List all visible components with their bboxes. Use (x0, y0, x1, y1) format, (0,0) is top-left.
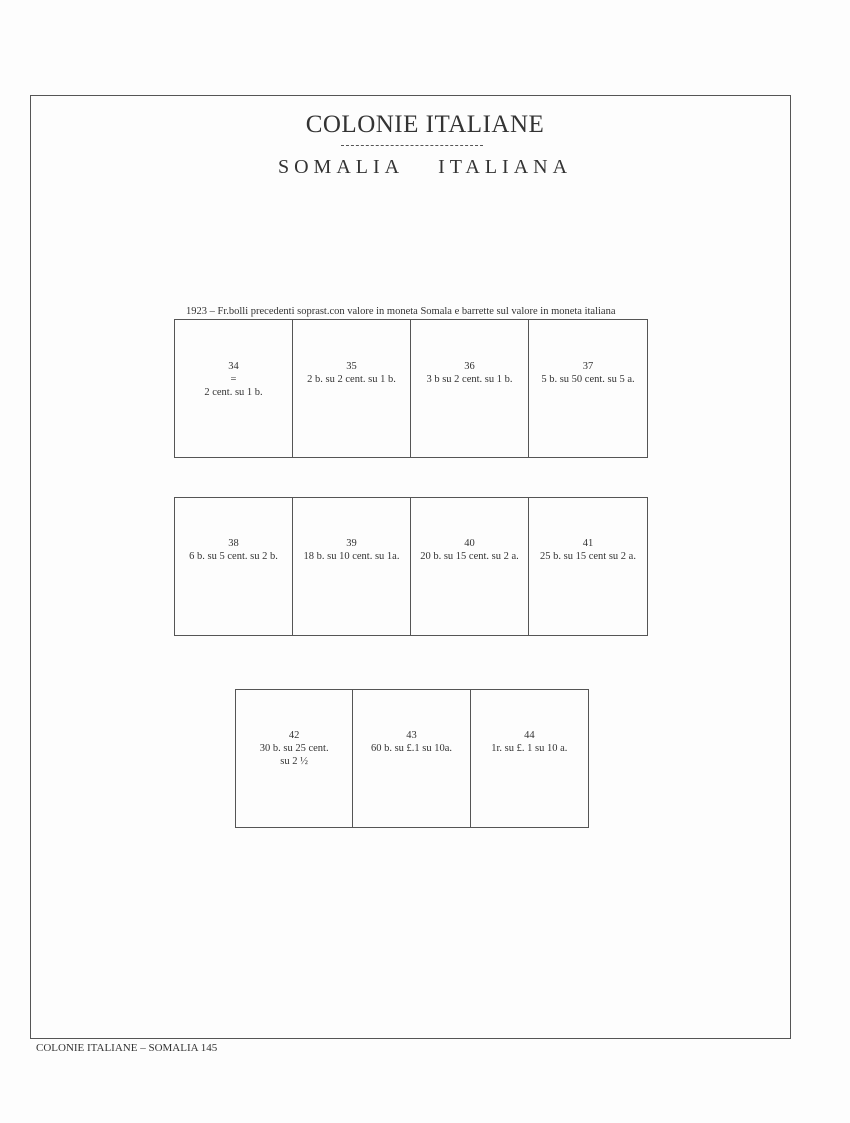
stamp-number: 35 (346, 361, 357, 372)
stamp-description: 6 b. su 5 cent. su 2 b. (189, 551, 278, 562)
stamp-number: 39 (346, 538, 357, 549)
stamp-description: 25 b. su 15 cent su 2 a. (540, 551, 636, 562)
stamp-box (411, 320, 529, 457)
stamp-description: 30 b. su 25 cent. (259, 743, 329, 754)
stamp-description: 18 b. su 10 cent. su 1a. (303, 551, 400, 562)
stamp-description: 3 b su 2 cent. su 1 b. (426, 374, 513, 385)
page-subtitle (0, 155, 850, 179)
subtitle-somalia: SOMALIA (277, 156, 405, 178)
stamp-number: 41 (582, 538, 594, 549)
series-caption: 1923 – Fr.bolli precedenti soprast.con valore in moneta Somala e barrette sul valore in moneta italiana (186, 306, 616, 317)
title-divider (341, 145, 483, 146)
stamp-description: su 2 ½ (280, 756, 309, 767)
stamp-box (411, 498, 529, 635)
stamp-description: 5 b. su 50 cent. su 5 a. (541, 374, 635, 385)
stamp-number: 37 (582, 361, 594, 372)
stamp-description: 2 cent. su 1 b. (204, 387, 263, 398)
stamp-box (529, 320, 647, 457)
stamp-box (175, 498, 293, 635)
stamp-description: 60 b. su £.1 su 10a. (370, 743, 453, 754)
stamp-number: 44 (524, 730, 535, 741)
subtitle-italiana: ITALIANA (438, 156, 573, 178)
stamp-description: 2 b. su 2 cent. su 1 b. (307, 374, 396, 385)
stamp-number: 36 (464, 361, 475, 372)
stamp-description: 1r. su £. 1 su 10 a. (491, 743, 568, 754)
stamp-number: 40 (464, 538, 475, 549)
stamp-box (175, 320, 293, 457)
stamp-box (471, 690, 588, 827)
stamp-box (353, 690, 470, 827)
stamp-row-1 (174, 319, 648, 458)
page-footer: COLONIE ITALIANE – SOMALIA 145 (36, 1042, 218, 1054)
stamp-box (293, 320, 411, 457)
stamp-number: 38 (228, 538, 239, 549)
stamp-box (529, 498, 647, 635)
stamp-row-3 (235, 689, 589, 828)
stamp-number: 43 (406, 730, 417, 741)
stamp-number: 42 (288, 730, 300, 741)
stamp-description: 20 b. su 15 cent. su 2 a. (420, 551, 519, 562)
stamp-description: = (230, 374, 237, 385)
stamp-box (236, 690, 353, 827)
stamp-box (293, 498, 411, 635)
stamp-number: 34 (228, 361, 239, 372)
page-title: COLONIE ITALIANE (305, 111, 545, 138)
stamp-row-2 (174, 497, 648, 636)
